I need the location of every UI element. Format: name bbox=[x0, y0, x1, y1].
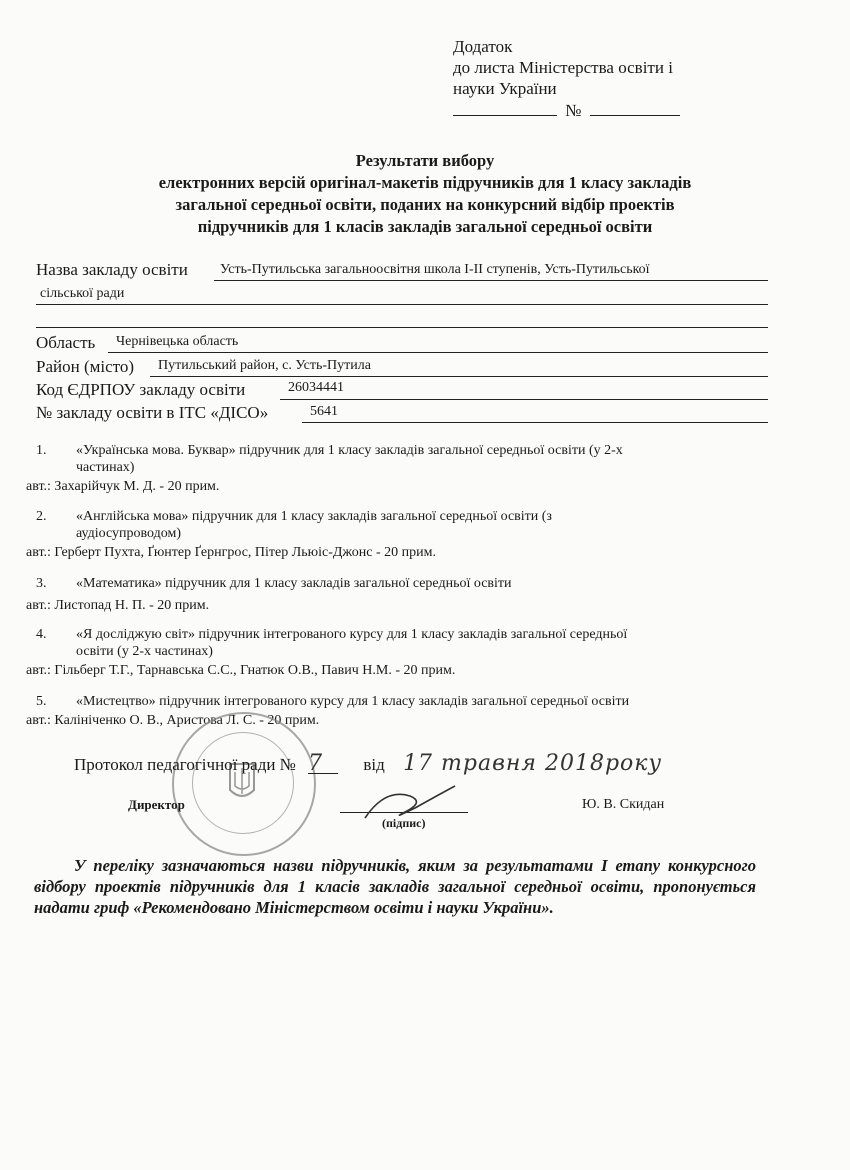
institution-value-2: сільської ради bbox=[40, 286, 125, 301]
number-blank bbox=[590, 99, 680, 116]
footnote: У переліку зазначаються назви підручників, яким за результатами І етапу конкурсного відбору проектів підручників для 1 класів закладів загальної середньої освіти, пропонується надати гриф «Рекомендовано Міністерством освіти і науки України». bbox=[34, 856, 756, 917]
protocol-number: 7 bbox=[308, 751, 324, 776]
item-text: «Мистецтво» підручник інтегрованого курсу для 1 класу закладів загальної середньої освіти bbox=[76, 694, 630, 709]
protocol-label: Протокол педагогічної ради № bbox=[74, 755, 296, 774]
title-line-2: електронних версій оригінал-макетів підручників для 1 класу закладів bbox=[158, 173, 692, 192]
item-text bbox=[76, 626, 756, 660]
list-item bbox=[26, 442, 756, 494]
item-text bbox=[76, 442, 756, 476]
title-line-1: Результати вибору bbox=[355, 151, 495, 170]
item-author: авт.: Листопад Н. П. - 20 прим. bbox=[26, 598, 210, 613]
official-stamp bbox=[172, 712, 316, 856]
region-underline bbox=[108, 351, 768, 353]
director-name: Ю. В. Скидан bbox=[582, 797, 665, 812]
list-item bbox=[26, 626, 756, 678]
director-label: Директор bbox=[128, 797, 185, 812]
list-item bbox=[26, 693, 756, 729]
item-author: авт.: Калініченко О. В., Аристова Л. С. - 20 прим. bbox=[26, 713, 320, 728]
item-number: 2. bbox=[36, 509, 47, 524]
addendum-line-3: науки України bbox=[453, 79, 557, 98]
addendum-block bbox=[453, 36, 680, 121]
item-line-1: «Я досліджую світ» підручник інтегрованого курсу для 1 класу закладів загальної середньої bbox=[76, 627, 628, 642]
district-underline bbox=[150, 375, 768, 377]
edrpou-value: 26034441 bbox=[288, 380, 344, 395]
date-blank bbox=[453, 99, 557, 116]
item-line-1: «Українська мова. Буквар» підручник для 1 класу закладів загальної середньої освіти (у 2-х bbox=[76, 443, 623, 458]
its-value: 5641 bbox=[310, 404, 338, 419]
addendum-line-2: до листа Міністерства освіти і bbox=[453, 58, 673, 77]
addendum-line-1: Додаток bbox=[453, 37, 513, 56]
region-value: Чернівецька область bbox=[116, 334, 239, 349]
institution-underline-3 bbox=[36, 326, 768, 328]
addendum-number-line bbox=[453, 99, 680, 121]
item-number: 5. bbox=[36, 694, 47, 709]
institution-underline-1 bbox=[214, 279, 768, 281]
region-label: Область bbox=[36, 333, 96, 352]
institution-value-1: Усть-Путильська загальноосвітня школа I-II ступенів, Усть-Путильської bbox=[220, 262, 650, 277]
district-value: Путильський район, с. Усть-Путила bbox=[158, 358, 371, 373]
item-line-1: «Англійська мова» підручник для 1 класу закладів загальної середньої освіти (з bbox=[76, 509, 552, 524]
item-author: авт.: Герберт Пухта, Ґюнтер Ґернгрос, Пітер Льюіс-Джонс - 20 прим. bbox=[26, 545, 436, 560]
item-author: авт.: Захарійчук М. Д. - 20 прим. bbox=[26, 479, 220, 494]
item-number: 4. bbox=[36, 627, 47, 642]
item-line-2: частинах) bbox=[76, 460, 135, 475]
its-underline bbox=[302, 421, 768, 423]
institution-label: Назва закладу освіти bbox=[36, 260, 188, 279]
protocol-number-underline bbox=[308, 772, 338, 774]
its-label: № закладу освіти в ІТС «ДІСО» bbox=[36, 403, 269, 422]
title-line-3: загальної середньої освіти, поданих на конкурсний відбір проектів bbox=[175, 195, 675, 214]
item-text: «Математика» підручник для 1 класу закладів загальної середньої освіти bbox=[76, 576, 512, 591]
signature-caption: (підпис) bbox=[382, 816, 426, 830]
trident-emblem-icon bbox=[172, 712, 312, 852]
title-line-4: підручників для 1 класів закладів загальної середньої освіти bbox=[197, 217, 653, 236]
item-author: авт.: Гільберг Т.Г., Тарнавська С.С., Гнатюк О.В., Павич Н.М. - 20 прим. bbox=[26, 663, 456, 678]
protocol-date: 17 травня 2018року bbox=[403, 751, 663, 776]
list-item bbox=[26, 575, 756, 613]
edrpou-underline bbox=[280, 398, 768, 400]
institution-underline-2 bbox=[36, 303, 768, 305]
edrpou-label: Код ЄДРПОУ закладу освіти bbox=[36, 380, 246, 399]
item-number: 3. bbox=[36, 576, 47, 591]
item-line-2: освіти (у 2-х частинах) bbox=[76, 644, 213, 659]
item-number: 1. bbox=[36, 443, 47, 458]
protocol-from: від bbox=[363, 755, 385, 774]
item-line-2: аудіосупроводом) bbox=[76, 526, 181, 541]
list-item bbox=[26, 508, 756, 560]
document-title bbox=[0, 150, 850, 238]
protocol-line bbox=[74, 751, 662, 776]
item-text bbox=[76, 508, 756, 542]
district-label: Район (місто) bbox=[36, 357, 134, 376]
number-sign: № bbox=[565, 101, 582, 120]
